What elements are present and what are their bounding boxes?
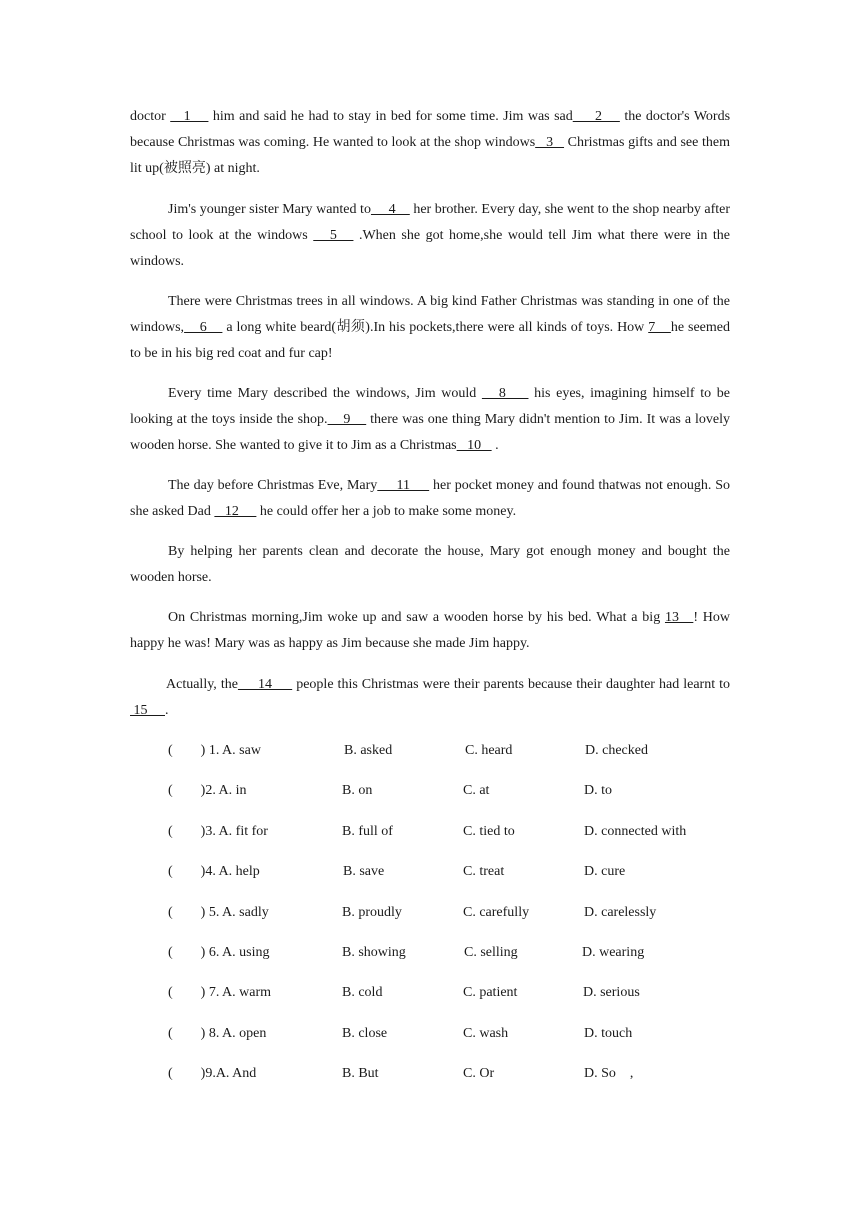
text: people this Christmas were their parents because their daughter had learnt to [292,677,730,692]
option-b: B. on [342,783,373,799]
option-d: D. So , [584,1066,634,1082]
passage-paragraph-3 [130,289,730,367]
blank-8: 8 [481,386,529,401]
option-d: D. connected with [584,823,687,839]
question-stem-a: ( ) 6. A. using [168,944,270,960]
text: On Christmas morning,Jim woke up and saw a wooden horse by his bed. What a big [168,610,665,625]
passage-paragraph-4 [130,381,730,459]
blank-9: 9 [327,412,367,427]
text: her brother. Every day, she went to the shop nearby after school to look at the windows [130,202,730,243]
text: ! How happy he was! Mary was as happy as Jim because she made Jim happy. [130,610,731,651]
question-row-5 [168,900,768,940]
question-stem-a: ( )3. A. fit for [168,823,268,839]
text: There were Christmas trees in all windows. A big kind Father Christmas was standing in one of the windows, [130,294,730,335]
blank-11: 11 [377,478,430,493]
blank-10: 10 [456,438,492,453]
question-stem-a: ( )9.A. And [168,1066,257,1082]
question-options-list [168,738,768,1102]
option-d: D. checked [585,743,648,758]
text: Every time Mary described the windows, Jim would [168,386,482,401]
question-row-7 [168,980,768,1020]
question-row-3 [168,819,768,859]
option-c: C. tied to [463,823,515,839]
option-c: C. heard [465,743,513,758]
text: . [491,438,499,453]
blank-2: 2 [572,109,620,124]
text: By helping her parents clean and decorate the house, Mary got enough money and bought the wooden horse. [130,544,730,585]
question-row-4 [168,859,768,899]
text: doctor [130,109,171,124]
question-stem-a: ( )2. A. in [168,783,247,799]
text: Jim's younger sister Mary wanted to [168,202,371,217]
text: he seemed to be in his big red coat and fur cap! [130,320,731,361]
text: The day before Christmas Eve, Mary [168,478,378,493]
option-d: D. wearing [582,944,645,960]
option-d: D. serious [583,985,640,1001]
question-row-6 [168,940,768,980]
blank-12: 12 [214,504,257,519]
text: a long white beard(胡须).In his pockets,there were all kinds of toys. How [222,320,649,335]
option-c: C. wash [463,1025,509,1041]
passage-paragraph-8 [130,672,730,724]
blank-5: 5 [313,228,354,243]
text: him and said he had to stay in bed for some time. Jim was sad [208,109,573,124]
passage-paragraph-1 [130,104,730,182]
question-stem-a: ( ) 8. A. open [168,1025,267,1041]
option-b: B. But [342,1066,379,1082]
question-stem-a: ( ) 7. A. warm [168,985,272,1001]
question-row-8 [168,1021,768,1061]
option-d: D. cure [584,864,626,880]
blank-7: 7 [648,320,671,335]
passage-paragraph-2 [130,197,730,275]
option-c: C. selling [464,944,518,960]
blank-4: 4 [370,202,410,217]
text: .When she got home,she would tell Jim what there were in the windows. [130,228,731,269]
text: the doctor's Words because Christmas was coming. He wanted to look at the shop windows [130,109,731,150]
text: he could offer her a job to make some money. [256,504,517,519]
passage-paragraph-7 [130,605,730,657]
option-d: D. touch [584,1025,633,1041]
blank-14: 14 [237,677,293,692]
option-b: B. showing [342,944,406,960]
passage-paragraph-6 [130,539,730,591]
option-c: C. patient [463,985,518,1001]
option-b: B. proudly [342,904,402,920]
option-b: B. save [343,864,385,880]
question-row-1 [168,738,768,778]
blank-1: 1 [170,109,209,124]
blank-15: 15 [130,703,165,718]
text: Christmas gifts and see them lit up(被照亮) at night. [130,135,730,176]
question-stem-a: ( ) 1. A. saw [168,743,261,758]
option-b: B. asked [344,743,393,758]
text: her pocket money and found thatwas not enough. So she asked Dad [130,478,731,519]
question-row-2 [168,778,768,818]
blank-3: 3 [535,135,565,150]
question-row-9 [168,1061,768,1101]
blank-6: 6 [184,320,223,335]
option-c: C. carefully [463,904,530,920]
blank-13: 13 [664,610,694,625]
option-b: B. full of [342,823,393,839]
option-c: C. treat [463,864,505,880]
option-d: D. carelessly [584,904,657,920]
text: there was one thing Mary didn't mention to Jim. It was a lovely wooden horse. She wanted to give it to Jim as a Christmas [130,412,730,453]
option-b: B. cold [342,985,383,1001]
text: Actually, the [166,677,238,692]
question-stem-a: ( ) 5. A. sadly [168,904,269,920]
question-stem-a: ( )4. A. help [168,864,260,880]
passage-paragraph-5 [130,473,730,525]
option-c: C. Or [463,1066,495,1082]
text: his eyes, imagining himself to be looking at the toys inside the shop. [130,386,730,427]
option-b: B. close [342,1025,388,1041]
option-d: D. to [584,783,612,799]
option-c: C. at [463,783,490,799]
text: . [165,703,169,718]
